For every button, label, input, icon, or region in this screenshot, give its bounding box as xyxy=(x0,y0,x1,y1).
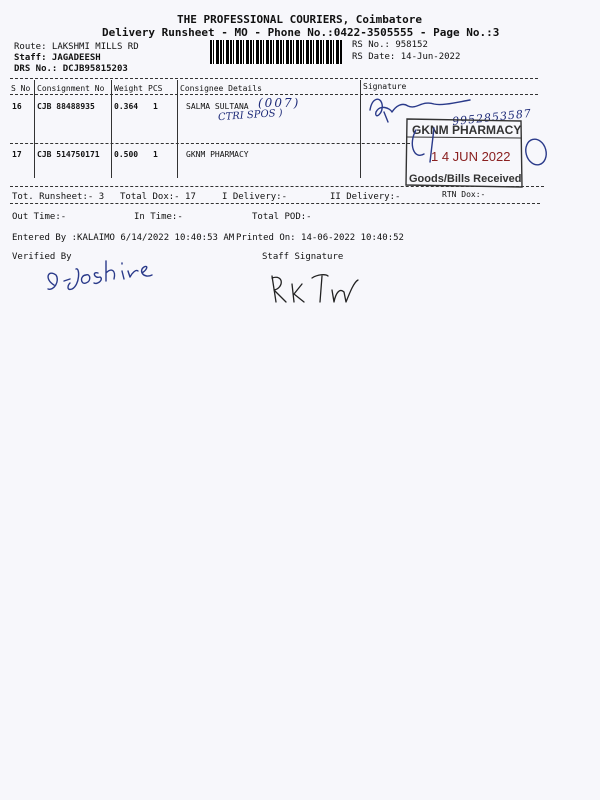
stamp-ink-marks xyxy=(404,110,554,190)
staff-label: Staff: JAGADEESH xyxy=(14,53,101,63)
rs-number: RS No.: 958152 xyxy=(352,40,428,50)
row-consignee: GKNM PHARMACY xyxy=(186,150,249,159)
out-time: Out Time:- xyxy=(12,212,67,222)
col-consignment: Consignment No xyxy=(37,84,105,93)
route-label: Route: LAKSHMI MILLS RD xyxy=(14,42,139,52)
row-consignment: CJB 514750171 xyxy=(37,150,100,159)
col-sno: S No xyxy=(11,84,31,93)
rs-date: RS Date: 14-Jun-2022 xyxy=(352,52,461,62)
col-sep xyxy=(34,80,35,178)
row-weight: 0.364 xyxy=(114,102,139,111)
stamp-date: 1 4 JUN 2022 xyxy=(431,149,511,164)
printed-on: Printed On: 14-06-2022 10:40:52 xyxy=(236,233,404,243)
row-weight: 0.500 xyxy=(114,150,139,159)
totals-divider xyxy=(10,203,540,204)
col-pcs: PCS xyxy=(148,84,163,93)
col-sep xyxy=(177,80,178,178)
barcode xyxy=(210,40,342,64)
rtn-dox: RTN Dox:- xyxy=(442,190,486,199)
ii-delivery: II Delivery:- xyxy=(330,192,401,202)
col-consignee: Consignee Details xyxy=(180,84,262,93)
i-delivery: I Delivery:- xyxy=(222,192,288,202)
row-divider xyxy=(10,143,410,144)
tot-runsheet: Tot. Runsheet:- 3 xyxy=(12,192,105,202)
col-signature: Signature xyxy=(363,82,407,91)
handwritten-phone-number: 9952853587 xyxy=(451,106,533,129)
entered-by: Entered By :KALAIMO 6/14/2022 10:40:53 AM xyxy=(12,233,235,243)
col-sep xyxy=(360,80,361,178)
row-sno: 16 xyxy=(12,102,22,111)
row-pcs: 1 xyxy=(153,150,158,159)
runsheet-subtitle: Delivery Runsheet - MO - Phone No.:0422-3505555 - Page No.:3 xyxy=(102,26,500,39)
row-pcs: 1 xyxy=(153,102,158,111)
drs-number: DRS No.: DCJB95815203 xyxy=(14,64,128,74)
total-dox: Total Dox:- 17 xyxy=(120,192,196,202)
staff-signature-label: Staff Signature xyxy=(262,252,344,262)
company-title: THE PROFESSIONAL COURIERS, Coimbatore xyxy=(177,13,423,26)
col-sep xyxy=(111,80,112,178)
total-pod: Total POD:- xyxy=(252,212,312,222)
verifier-signature xyxy=(40,245,180,305)
handwritten-note-1: (007) xyxy=(258,96,301,110)
in-time: In Time:- xyxy=(134,212,183,222)
stamp-name: GKNM PHARMACY xyxy=(412,123,522,137)
table-divider-bottom xyxy=(10,186,544,187)
handwritten-note-2: CTRI SPOS ) xyxy=(217,107,283,124)
col-weight: Weight xyxy=(114,84,143,93)
staff-signature xyxy=(262,262,372,312)
row-consignee: SALMA SULTANA xyxy=(186,102,249,111)
row-sno: 17 xyxy=(12,150,22,159)
verified-by-label: Verified By xyxy=(12,252,72,262)
stamp-footer: Goods/Bills Received xyxy=(409,173,522,185)
header-divider-top xyxy=(10,78,538,79)
row-consignment: CJB 88488935 xyxy=(37,102,95,111)
